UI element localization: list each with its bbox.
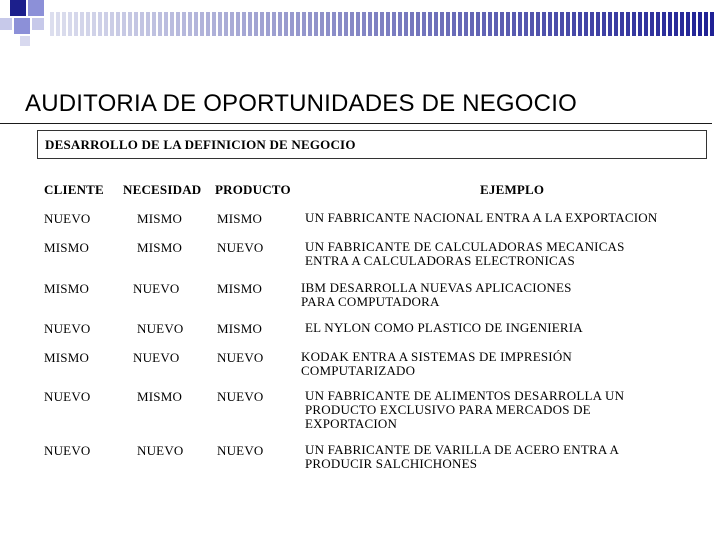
deco-stripe [134, 12, 138, 36]
deco-stripe [668, 12, 672, 36]
deco-stripe [290, 12, 294, 36]
ejemplo-line: EL NYLON COMO PLASTICO DE INGENIERIA [305, 320, 583, 335]
cell-necesidad: MISMO [137, 389, 183, 404]
deco-stripe [410, 12, 414, 36]
deco-stripe [170, 12, 174, 36]
deco-stripe [68, 12, 72, 36]
deco-stripe [326, 12, 330, 36]
subtitle-box [37, 130, 707, 159]
deco-stripe [464, 12, 468, 36]
deco-stripe [608, 12, 612, 36]
deco-stripe [506, 12, 510, 36]
deco-stripe [596, 12, 600, 36]
header-producto: PRODUCTO [215, 182, 291, 197]
deco-stripe [488, 12, 492, 36]
deco-stripe [470, 12, 474, 36]
deco-stripe [332, 12, 336, 36]
ejemplo-line: PRODUCTO EXCLUSIVO PARA MERCADOS DE [305, 402, 591, 417]
cell-producto: NUEVO [217, 350, 264, 365]
deco-stripe [200, 12, 204, 36]
deco-stripe [404, 12, 408, 36]
deco-square [32, 18, 44, 30]
header-necesidad: NECESIDAD [123, 182, 202, 197]
ejemplo-line: PRODUCIR SALCHICHONES [305, 456, 478, 471]
cell-cliente: NUEVO [44, 389, 91, 404]
deco-stripe [548, 12, 552, 36]
deco-stripe [710, 12, 714, 36]
deco-stripe [584, 12, 588, 36]
deco-stripe [188, 12, 192, 36]
deco-stripe [368, 12, 372, 36]
deco-stripe [260, 12, 264, 36]
deco-stripe [230, 12, 234, 36]
deco-stripe [236, 12, 240, 36]
deco-square [20, 36, 30, 46]
deco-stripe [344, 12, 348, 36]
deco-stripe [284, 12, 288, 36]
header-cliente: CLIENTE [44, 182, 104, 197]
deco-stripe [158, 12, 162, 36]
deco-stripe [638, 12, 642, 36]
deco-stripe [56, 12, 60, 36]
cell-necesidad: MISMO [137, 240, 183, 255]
ejemplo-line: UN FABRICANTE DE VARILLA DE ACERO ENTRA A [305, 442, 620, 457]
deco-stripe [644, 12, 648, 36]
cell-ejemplo [305, 321, 583, 335]
deco-stripe [356, 12, 360, 36]
ejemplo-line: UN FABRICANTE DE ALIMENTOS DESARROLLA UN [305, 388, 625, 403]
deco-stripe [128, 12, 132, 36]
deco-stripe [140, 12, 144, 36]
deco-stripe [62, 12, 66, 36]
deco-stripe [518, 12, 522, 36]
deco-stripe [254, 12, 258, 36]
deco-stripe [572, 12, 576, 36]
deco-square [28, 0, 44, 16]
deco-stripe [122, 12, 126, 36]
deco-stripe [434, 12, 438, 36]
ejemplo-line: IBM DESARROLLA NUEVAS APLICACIONES [301, 280, 572, 295]
deco-stripe [422, 12, 426, 36]
cell-producto: NUEVO [217, 389, 264, 404]
deco-stripe [92, 12, 96, 36]
deco-stripe [554, 12, 558, 36]
deco-stripe [182, 12, 186, 36]
ejemplo-line: UN FABRICANTE DE CALCULADORAS MECANICAS [305, 239, 625, 254]
cell-necesidad: NUEVO [133, 350, 180, 365]
deco-stripe [362, 12, 366, 36]
deco-stripe [380, 12, 384, 36]
deco-stripe [494, 12, 498, 36]
deco-stripe [302, 12, 306, 36]
deco-stripe [620, 12, 624, 36]
decorative-banner [0, 0, 728, 50]
deco-stripe [602, 12, 606, 36]
deco-stripe [674, 12, 678, 36]
deco-stripe [104, 12, 108, 36]
deco-stripe [524, 12, 528, 36]
deco-stripe [194, 12, 198, 36]
deco-stripe [530, 12, 534, 36]
deco-stripe [482, 12, 486, 36]
deco-stripe [212, 12, 216, 36]
cell-producto: MISMO [217, 321, 263, 336]
deco-stripe [440, 12, 444, 36]
deco-square [14, 18, 30, 34]
deco-stripe [80, 12, 84, 36]
deco-stripe [248, 12, 252, 36]
deco-stripes [50, 12, 714, 36]
deco-stripe [164, 12, 168, 36]
deco-stripe [590, 12, 594, 36]
cell-cliente: MISMO [44, 350, 90, 365]
cell-ejemplo [301, 350, 572, 378]
deco-stripe [476, 12, 480, 36]
deco-stripe [176, 12, 180, 36]
cell-ejemplo [305, 389, 624, 431]
ejemplo-line: EXPORTACION [305, 416, 398, 431]
deco-stripe [320, 12, 324, 36]
deco-stripe [206, 12, 210, 36]
ejemplo-line: ENTRA A CALCULADORAS ELECTRONICAS [305, 253, 575, 268]
deco-stripe [632, 12, 636, 36]
deco-stripe [278, 12, 282, 36]
deco-stripe [98, 12, 102, 36]
deco-stripe [428, 12, 432, 36]
deco-stripe [86, 12, 90, 36]
cell-producto: MISMO [217, 281, 263, 296]
deco-square [10, 0, 26, 16]
cell-ejemplo [305, 211, 657, 225]
deco-stripe [266, 12, 270, 36]
deco-stripe [662, 12, 666, 36]
deco-stripe [536, 12, 540, 36]
deco-stripe [650, 12, 654, 36]
deco-stripe [692, 12, 696, 36]
deco-stripe [458, 12, 462, 36]
deco-stripe [146, 12, 150, 36]
header-ejemplo: EJEMPLO [480, 182, 545, 197]
cell-cliente: MISMO [44, 240, 90, 255]
cell-necesidad: NUEVO [137, 321, 184, 336]
deco-stripe [152, 12, 156, 36]
deco-stripe [614, 12, 618, 36]
deco-stripe [110, 12, 114, 36]
title-divider [0, 123, 712, 124]
deco-stripe [308, 12, 312, 36]
deco-stripe [50, 12, 54, 36]
deco-stripe [374, 12, 378, 36]
cell-ejemplo [305, 443, 619, 471]
deco-square [0, 18, 12, 30]
cell-necesidad: NUEVO [137, 443, 184, 458]
deco-stripe [314, 12, 318, 36]
deco-stripe [392, 12, 396, 36]
deco-stripe [578, 12, 582, 36]
page-title: AUDITORIA DE OPORTUNIDADES DE NEGOCIO [25, 90, 577, 117]
ejemplo-line: KODAK ENTRA A SISTEMAS DE IMPRESIÓN [301, 349, 572, 364]
cell-producto: NUEVO [217, 443, 264, 458]
cell-necesidad: NUEVO [133, 281, 180, 296]
deco-stripe [686, 12, 690, 36]
deco-stripe [350, 12, 354, 36]
subtitle: DESARROLLO DE LA DEFINICION DE NEGOCIO [45, 137, 356, 152]
cell-ejemplo [305, 240, 625, 268]
deco-stripe [704, 12, 708, 36]
deco-stripe [224, 12, 228, 36]
deco-stripe [74, 12, 78, 36]
deco-stripe [218, 12, 222, 36]
cell-necesidad: MISMO [137, 211, 183, 226]
deco-stripe [566, 12, 570, 36]
deco-stripe [386, 12, 390, 36]
cell-cliente: NUEVO [44, 321, 91, 336]
deco-stripe [338, 12, 342, 36]
ejemplo-line: PARA COMPUTADORA [301, 294, 440, 309]
cell-producto: MISMO [217, 211, 263, 226]
deco-stripe [626, 12, 630, 36]
cell-cliente: NUEVO [44, 211, 91, 226]
deco-stripe [242, 12, 246, 36]
cell-cliente: NUEVO [44, 443, 91, 458]
ejemplo-line: COMPUTARIZADO [301, 363, 416, 378]
deco-stripe [116, 12, 120, 36]
deco-stripe [398, 12, 402, 36]
deco-stripe [542, 12, 546, 36]
deco-stripe [512, 12, 516, 36]
cell-producto: NUEVO [217, 240, 264, 255]
deco-stripe [446, 12, 450, 36]
deco-stripe [416, 12, 420, 36]
cell-cliente: MISMO [44, 281, 90, 296]
deco-stripe [500, 12, 504, 36]
deco-stripe [656, 12, 660, 36]
deco-stripe [560, 12, 564, 36]
ejemplo-line: UN FABRICANTE NACIONAL ENTRA A LA EXPORTACION [305, 210, 658, 225]
deco-stripe [272, 12, 276, 36]
deco-stripe [296, 12, 300, 36]
cell-ejemplo [301, 281, 572, 309]
deco-stripe [452, 12, 456, 36]
deco-stripe [680, 12, 684, 36]
deco-stripe [698, 12, 702, 36]
